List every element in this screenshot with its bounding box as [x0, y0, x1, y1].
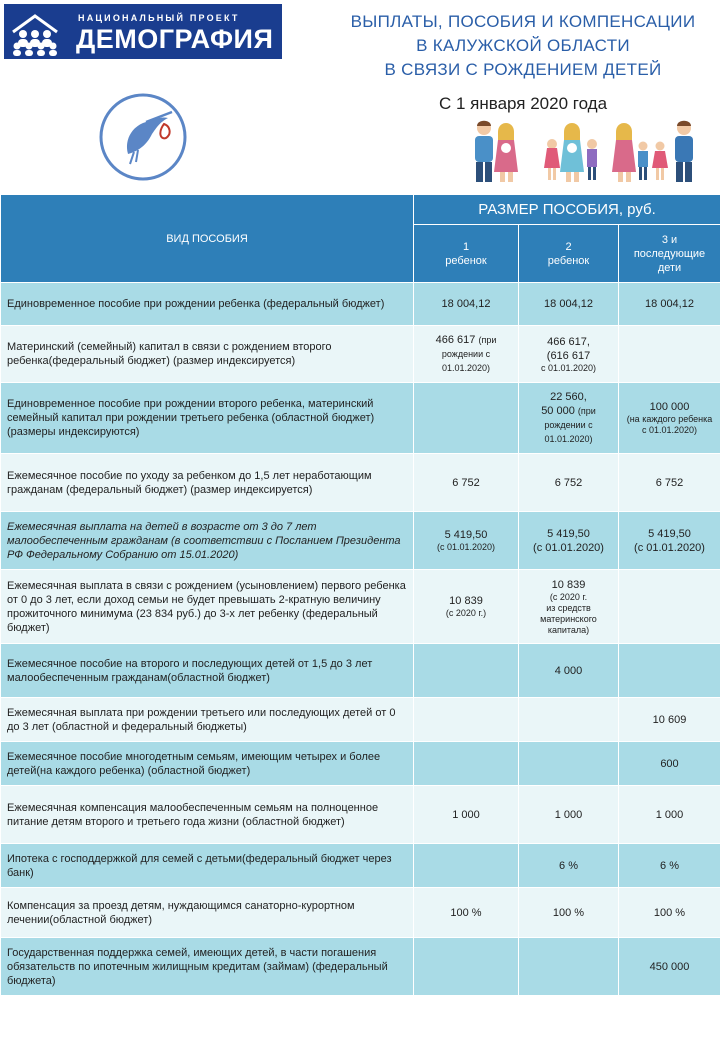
value-child-1: 5 419,50 (с 01.01.2020) — [414, 512, 519, 570]
value-child-1: 10 839 (с 2020 г.) — [414, 570, 519, 644]
benefit-name: Компенсация за проезд детям, нуждающимся санаторно-курортном лечении(областной бюджет) — [1, 888, 414, 938]
value-child-1 — [414, 742, 519, 786]
value-child-1 — [414, 844, 519, 888]
value-child-3 — [619, 326, 720, 383]
value-child-2: 22 560, 50 000 (при рождении с 01.01.2020) — [519, 383, 619, 454]
value-child-2: 4 000 — [519, 644, 619, 698]
title-line-1: ВЫПЛАТЫ, ПОСОБИЯ И КОМПЕНСАЦИИ — [350, 12, 696, 31]
title-line-3: В СВЯЗИ С РОЖДЕНИЕМ ДЕТЕЙ — [384, 60, 662, 79]
table-row — [1, 786, 720, 844]
benefit-name: Ежемесячная выплата на детей в возрасте от 3 до 7 лет малообеспеченным гражданам (в соответствии с Посланием Президента РФ Федеральному Собранию от 15.01.2020) — [1, 512, 414, 570]
col-header-child-3: 3 и последующие дети — [619, 225, 720, 283]
family-large-icon — [610, 118, 700, 184]
value-child-2: 10 839 (с 2020 г. из средств материнского капитала) — [519, 570, 619, 644]
col-header-child-2: 2 ребенок — [519, 225, 619, 283]
value-child-2 — [519, 698, 619, 742]
benefit-name: Ежемесячное пособие по уходу за ребенком до 1,5 лет неработающим гражданам (федеральный бюджет) (размер индексируется) — [1, 454, 414, 512]
benefit-name: Ежемесячная выплата в связи с рождением (усыновлением) первого ребенка от 0 до 3 лет, если доход семьи не будет превышать 2-кратную величину прожиточного минимума (23 834 руб.) до 3-х лет ребенку (федеральный бюджет) — [1, 570, 414, 644]
col-header-child-1: 1 ребенок — [414, 225, 519, 283]
title-line-2: В КАЛУЖСКОЙ ОБЛАСТИ — [416, 36, 630, 55]
table-row — [1, 844, 720, 888]
table-row — [1, 383, 720, 454]
value-child-3: 10 609 — [619, 698, 720, 742]
family-couple-icon — [464, 118, 528, 184]
benefits-table — [0, 194, 720, 996]
table-row — [1, 888, 720, 938]
value-child-3: 600 — [619, 742, 720, 786]
benefit-name: Ежемесячная выплата при рождении третьего или последующих детей от 0 до 3 лет (областной и федеральный бюджеты) — [1, 698, 414, 742]
benefit-name: Материнский (семейный) капитал в связи с рождением второго ребенка(федеральный бюджет) (размер индексируется) — [1, 326, 414, 383]
value-child-1: 18 004,12 — [414, 283, 519, 326]
benefit-name: Ипотека с господдержкой для семей с детьми(федеральный бюджет через банк) — [1, 844, 414, 888]
page-title — [330, 10, 716, 82]
value-child-2 — [519, 742, 619, 786]
value-child-3: 1 000 — [619, 786, 720, 844]
value-child-2: 6 % — [519, 844, 619, 888]
table-row — [1, 570, 720, 644]
table-row — [1, 938, 720, 996]
value-child-3: 6 752 — [619, 454, 720, 512]
value-child-1: 1 000 — [414, 786, 519, 844]
family-logo-icon — [10, 12, 60, 56]
logo-top-text: НАЦИОНАЛЬНЫЙ ПРОЕКТ — [78, 13, 240, 23]
col-header-size: РАЗМЕР ПОСОБИЯ, руб. — [414, 195, 720, 225]
value-child-2 — [519, 938, 619, 996]
table-row — [1, 698, 720, 742]
value-child-2: 6 752 — [519, 454, 619, 512]
value-child-2: 5 419,50 (с 01.01.2020) — [519, 512, 619, 570]
value-child-2: 100 % — [519, 888, 619, 938]
logo-main-text: ДЕМОГРАФИЯ — [76, 24, 274, 54]
table-row — [1, 644, 720, 698]
value-child-3: 100 000 (на каждого ребенка с 01.01.2020) — [619, 383, 720, 454]
value-child-3: 5 419,50 (с 01.01.2020) — [619, 512, 720, 570]
date-subtitle: С 1 января 2020 года — [438, 94, 608, 113]
value-child-1 — [414, 644, 519, 698]
col-header-type: ВИД ПОСОБИЯ — [1, 195, 414, 283]
benefit-name: Единовременное пособие при рождении ребенка (федеральный бюджет) — [1, 283, 414, 326]
logo — [4, 4, 282, 59]
value-child-2: 466 617, (616 617 с 01.01.2020) — [519, 326, 619, 383]
stork-icon — [98, 92, 188, 182]
value-child-3: 100 % — [619, 888, 720, 938]
family-children-icon — [540, 118, 604, 184]
value-child-1: 466 617 (при рождении с 01.01.2020) — [414, 326, 519, 383]
value-child-1: 100 % — [414, 888, 519, 938]
table-row — [1, 283, 720, 326]
table-row — [1, 454, 720, 512]
table-row — [1, 326, 720, 383]
value-child-2: 18 004,12 — [519, 283, 619, 326]
value-child-3 — [619, 570, 720, 644]
benefit-name: Ежемесячное пособие на второго и последующих детей от 1,5 до 3 лет малообеспеченным гражданам(областной бюджет) — [1, 644, 414, 698]
table-row — [1, 512, 720, 570]
benefit-name: Ежемесячное пособие многодетным семьям, имеющим четырех и более детей(на каждого ребенка) (областной бюджет) — [1, 742, 414, 786]
value-child-1: 6 752 — [414, 454, 519, 512]
benefit-name: Ежемесячная компенсация малообеспеченным семьям на полноценное питание детям второго и третьего года жизни (областной бюджет) — [1, 786, 414, 844]
value-child-1 — [414, 938, 519, 996]
value-child-3: 18 004,12 — [619, 283, 720, 326]
value-child-2: 1 000 — [519, 786, 619, 844]
value-child-3: 6 % — [619, 844, 720, 888]
value-child-3 — [619, 644, 720, 698]
value-child-1 — [414, 698, 519, 742]
benefit-name: Единовременное пособие при рождении второго ребенка, материнский семейный капитал при рождении третьего ребенка (областной бюджет) (размеры индексируются) — [1, 383, 414, 454]
value-child-1 — [414, 383, 519, 454]
value-child-3: 450 000 — [619, 938, 720, 996]
benefit-name: Государственная поддержка семей, имеющих детей, в части погашения обязательств по ипотечным жилищным кредитам (займам) (федеральный бюджета) — [1, 938, 414, 996]
table-row — [1, 742, 720, 786]
